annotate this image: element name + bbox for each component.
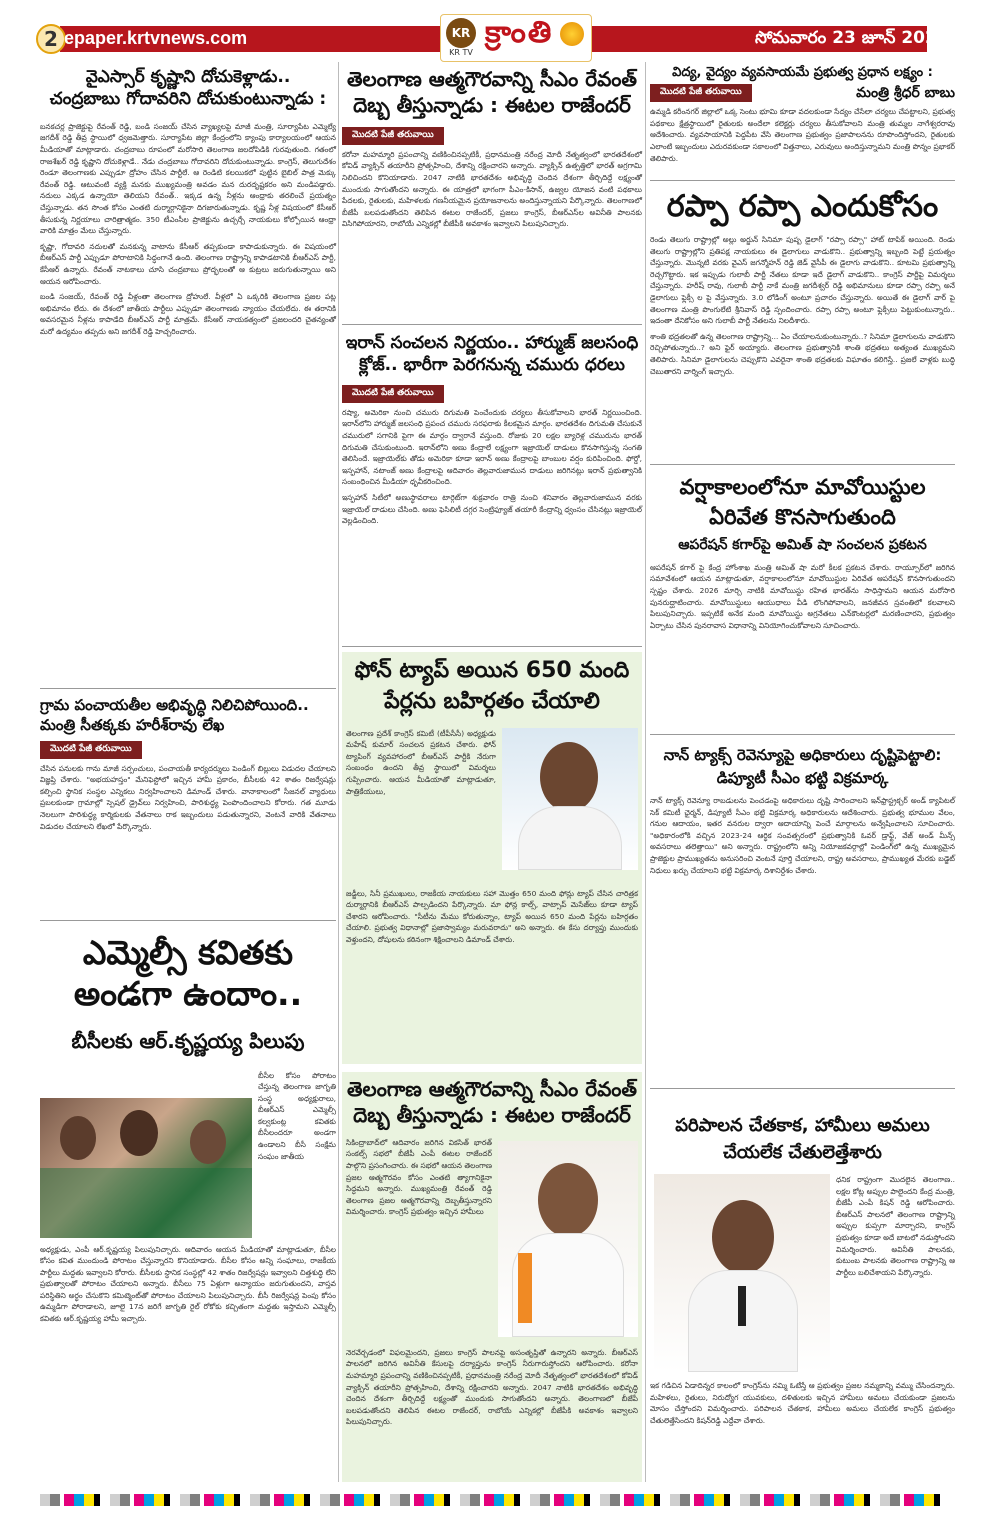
sun-icon [560, 22, 584, 46]
story-body-side: ధనిక రాష్ట్రంగా మొదలైన తెలంగాణ.. లక్షల కోట్ల అప్పుల పాలైందని కేంద్ర మంత్రి, బీజేపీ ఎంపీ కిషన్ రెడ్డి ఆరోపించారు. బీఆర్ఎస్ పాలనలో తెలంగాణ రాష్ట్రాన్ని అప్పుల కుప్పగా మార్చారని, కాంగ్రెస్ ప్రభుత్వం కూడా అదే బాటలో నడుస్తోందని విమర్శించారు. అవినీతి పాలనకు, కుటుంబ పాలనకు తెలంగాణ రాష్ట్రాన్ని ఆ పార్టీలు బలిచేశాయని పేర్కొన్నారు. [836, 1175, 955, 1277]
story-body: నెరవేర్చడంలో విఫలమైందని, ప్రజలు కాంగ్రెస్ పాలనపై అసంతృప్తితో ఉన్నారని అన్నారు. బీఆర్ఎస్ పాలనలో జరిగిన అవినీతి కేసులపై దర్యాప్తును కాంగ్రెస్ నీరుగారుస్తోందని ఆరోపించారు. కరోనా మహమ్మారి ప్రపంచాన్ని వణికించినప్పటికీ, ప్రధానమంత్రి నరేంద్ర మోదీ నేతృత్వంలో భారతదేశంలో కోవిడ్ వ్యాక్సిన్ తయారీని ప్రోత్సహించి, దేశాన్ని రక్షించారని అన్నారు. 2047 నాటికి భారతదేశం అభివృద్ధి చెందిన దేశంగా తీర్చిదిద్దే లక్ష్యంతో ముందుకు సాగుతోందని అన్నారు. తెలంగాణలో బీజేపీ బలపడుతోందని తెలిపిన ఈటల రాజేందర్, రాబోయే ఎన్నికల్లో బీజేపీకి అవకాశం ఇవ్వాలని పిలుపునిచ్చారు. [346, 1347, 638, 1427]
headline: గ్రామ పంచాయతీల అభివృద్ధి నిలిచిపోయింది.. [40, 696, 309, 714]
mahesh-kumar-photo [502, 728, 638, 870]
story-kishan-reddy [650, 1112, 955, 1426]
story-etela-1 [342, 62, 642, 230]
story-body: శాంతి భద్రతలతో ఉన్న తెలంగాణ రాష్ట్రాన్ని... ఏం చేయాలనుకుంటున్నారు..? సినిమా డైలాగులను వాడుకొని రెచ్చిపోతున్నారు..? అని ఫైర్ అయ్యారు. తెలంగాణ ప్రభుత్వానికి శాంతి భద్రతలు అత్యంత ముఖ్యమని తెలిపారు. సినిమా డైలాగులను చెప్పుకొని ఎవరైనా శాంతి భద్రతలకు విఘాతం కలిగిస్తే.. ప్రజలే వాళ్లకు బుద్ధి చెబుతారని వార్నింగ్ ఇచ్చారు. [650, 331, 955, 376]
headline: వర్షాకాలంలోనూ మావోయిస్టుల ఏరివేత కొనసాగుతుంది [679, 475, 926, 530]
issue-date: సోమవారం 23 జూన్ 2025 [755, 28, 949, 48]
subheadline: ఆపరేషన్ కగార్‌పై అమిత్ షా సంచలన ప్రకటన [678, 536, 927, 553]
divider [40, 920, 336, 921]
story-body-side: సికింద్రాబాద్‌లో ఆదివారం జరిగిన వికసిత్ భారత్ సంకల్ప్ సభలో బీజేపీ ఎంపీ ఈటల రాజేందర్ పాల్గొని ప్రసంగించారు. ఈ సభలో ఆయన తెలంగాణ ప్రజల ఆత్మగౌరవం కోసం ఎంతటి త్యాగానికైనా సిద్ధమని అన్నారు. ముఖ్యమంత్రి రేవంత్ రెడ్డి తెలంగాణ ప్రజల ఆత్మగౌరవాన్ని దెబ్బతీస్తున్నారని విమర్శించారు. కాంగ్రెస్ ప్రభుత్వం ఇచ్చిన హామీలు [346, 1137, 492, 1217]
story-sridhar-babu [650, 62, 955, 164]
divider [650, 180, 955, 181]
story-ysr-krishna [40, 62, 336, 338]
story-body: నాన్ ట్యాక్స్ రెవెన్యూ రాబడులను పెంచడంపై అధికారులు దృష్టి సారించాలని ఇన్‌ఫ్రాస్ట్రక్చర్ అండ్ క్యాపిటల్ సెక్ కమిటీ ఛైర్మన్, డిప్యూటీ సీఎం భట్టి విక్రమార్క అధికారులను ఆదేశించారు. ప్రభుత్వ భూముల వేలం, గనుల ఆదాయం, ఇతర వనరుల ద్వారా ఆదాయాన్ని పెంచే మార్గాలను అన్వేషించాలని సూచించారు. "అధికారంలోకి వచ్చిన 2023-24 ఆర్థిక సంవత్సరంలో ప్రభుత్వానికి ఓవర్ డ్రాఫ్ట్, వేజ్ అండ్ మీన్స్ అవసరాలు తలెత్తాయి" అని అన్నారు. రాష్ట్రంలోని అన్ని నియోజకవర్గాల్లో పెండింగ్‌లో ఉన్న ముఖ్యమైన ప్రాజెక్టుల ప్రాముఖ్యతను అనుసరించి వెంటనే పూర్తి చేయాలని, రాష్ట్ర అవసరాలు, ప్రాముఖ్యత మేరకు బడ్జెట్ నిధులు ఖర్చు చేయాలని భట్టి విక్రమార్క దిశానిర్దేశం చేశారు. [650, 796, 955, 875]
headline-sub: మంత్రి శ్రీధర్ బాబు [856, 85, 955, 102]
divider [650, 734, 955, 735]
story-rappa [650, 186, 955, 377]
microphone-icon [738, 1286, 746, 1326]
continued-tag: మొదటి పేజీ తరువాయి [650, 84, 752, 102]
person-silhouette [60, 1116, 96, 1160]
divider [342, 646, 642, 647]
story-kavitha [40, 932, 336, 1325]
divider [40, 688, 336, 689]
headline: ఇరాన్ సంచలన నిర్ణయం.. హార్ముజ్ జలసంధి క్లోజ్.. భారీగా పెరగనున్న చమురు ధరలు [345, 333, 639, 376]
headline-sub: మంత్రి సీతక్కకు హరీశ్‌రావు లేఖ [40, 715, 225, 734]
story-etela-2 [342, 1072, 642, 1482]
kishan-reddy-photo [654, 1174, 830, 1372]
person-silhouette [538, 1163, 598, 1237]
etela-photo [498, 1141, 638, 1337]
story-maoists [650, 472, 955, 631]
divider [342, 324, 642, 325]
person-silhouette [120, 1110, 158, 1156]
story-body: కరోనా మహమ్మారి ప్రపంచాన్ని వణికించినప్పటికీ, ప్రధానమంత్రి నరేంద్ర మోదీ నేతృత్వంలో భారతదేశంలో కోవిడ్ వ్యాక్సిన్ తయారీని ప్రోత్సహించి, దేశాన్ని రక్షించారని అన్నారు. వ్యాక్సిన్ ఉత్పత్తిలో భారత్ అగ్రగామి నిలిచిందని కొనియాడారు. 2047 నాటికి భారతదేశం అభివృద్ధి చెందిన దేశంగా తీర్చిదిద్దే లక్ష్యంతో ముందుకు సాగుతోందని అన్నారు. ఈ యాత్రలో భాగంగా పీఎం-కిసాన్, ఉజ్వల యోజన వంటి పథకాలు పేదలకు, రైతులకు, మహిళలకు గణనీయమైన ప్రయోజనాలను అందిస్తున్నాయని పేర్కొన్నారు. తెలంగాణలో బీజేపీ బలపడుతోందని తెలిపిన ఈటల రాజేందర్, ప్రజలు కాంగ్రెస్, బీఆర్ఎస్‌ల అవినీతి పాలనకు విసిగిపోయారని, రాబోయే ఎన్నికల్లో బీజేపీకి అవకాశం ఇవ్వాలని పిలుపునిచ్చారు. [342, 149, 642, 229]
headline: విద్య, వైద్యం వ్యవసాయమే ప్రభుత్వ ప్రధాన లక్ష్యం : [672, 65, 933, 80]
headline: పరిపాలన చేతకాక, హామీలు అమలు చేయలేక చేతులెత్తేశారు [675, 1115, 930, 1163]
headline: నాన్ ట్యాక్స్ రెవెన్యూపై అధికారులు దృష్టిపెట్టాలి: డిప్యూటీ సీఎం భట్టి విక్రమార్క [663, 746, 942, 787]
story-body: చేసిన పనులకు గాను మాజీ సర్పంచులు, పంచాయతీ కార్యదర్శులు పెండింగ్ బిల్లులు విడుదల చేయాలని విజ్ఞప్తి చేశారు. "అభయహస్తం" మేనిఫెస్టోలో ఇచ్చిన హామీ ప్రకారం, బీసీలకు 42 శాతం రిజర్వేషన్లు కల్పించి స్థానిక సంస్థల ఎన్నికలు నిర్వహించాలని డిమాండ్ చేశారు. వానాకాలంలో సీజనల్ వ్యాధులు ప్రబలకుండా గ్రామాల్లో స్పెషల్ డ్రైవ్‌లు నిర్వహించి, పారిశుద్ధ్య పెంపొందించాలని కోరారు. గత మూడు నెలలుగా పారిశుద్ధ్య కార్మికులకు వేతనాలు రాక ఇబ్బందులు పడుతున్నారని, వెంటనే వారికి వేతనాలు విడుదల చేయాలని లేఖలో పేర్కొన్నారు. [40, 763, 336, 831]
story-body: కృష్ణా, గోదావరి నదులతో మనకున్న వాటాను కేసీఆర్ తప్పకుండా కాపాడుకున్నారు. ఈ విషయంలో బీఆర్ఎస్ పార్టీ ఎప్పుడూ పోరాటానికి సిద్ధంగానే ఉంది. తెలంగాణ రాష్ట్రాన్ని కాపాడటానికి బీఆర్ఎస్ పార్టీ, కేసీఆర్ ఉన్నారు. రేవంత్ నాటకాలు చూసి చంద్రబాబు ప్రోద్భలంతో ఆ కుట్రలు జరుగుతున్నాయి అని ఆయన ఆరోపించారు. [40, 241, 336, 286]
continued-tag: మొదటి పేజీ తరువాయి [40, 741, 142, 759]
headline: ఎమ్మెల్సీ కవితకు అండగా ఉందాం.. [73, 933, 303, 1014]
story-body: రష్యా, అమెరికా నుంచి చమురు దిగుమతి పెంచేందుకు చర్యలు తీసుకోవాలని భారత్ నిర్ణయించింది. ఇరాన్‌లోని హార్ముజ్ జలసంధి ప్రపంచ చమురు సరఫరాకు కీలకమైన మార్గం. భారతదేశం దిగుమతి చేసుకునే చమురులో సగానికి పైగా ఈ మార్గం ద్వారానే వస్తుంది. రోజుకు 20 లక్షల బ్యారెళ్ల చమురును భారత్ దిగుమతి చేసుకుంటుంది. ఇరాన్‌లోని అణు కేంద్రాలే లక్ష్యంగా ఇజ్రాయెల్ దాడులు కొనసాగిస్తున్న సంగతి తెలిసిందే. ఇజ్రాయెల్‌కు తోడు అమెరికా కూడా ఇరాన్ అణు కేంద్రాలపై బాంబుల వర్షం కురిపించింది. ఫోర్డో, ఇస్ఫహాన్, నటాంజ్ అణు కేంద్రాలపై ఆదివారం తెల్లవారుజామున దాడులు జరిగినట్లు ఇరాన్ ప్రభుత్వానికి సంబంధించిన మీడియా ధృవీకరించింది. [342, 407, 642, 487]
story-body: ఆపరేషన్ కగార్ పై కేంద్ర హోంశాఖ మంత్రి అమిత్ షా మరో కీలక ప్రకటన చేశారు. రాయ్పూర్‌లో జరిగిన సమావేశంలో ఆయన మాట్లాడుతూ, వర్షాకాలంలోనూ మావోయిస్టుల ఏరివేత ఆపరేషన్ కొనసాగుతుందని స్పష్టం చేశారు. 2026 మార్చి నాటికి మావోయిస్టు రహిత భారత్‌ను సాధిస్తామని ఆయన మరోసారి పునరుద్ఘాటించారు. మావోయిస్టులు ఆయుధాలు వీడి లొంగిపోవాలని, జనజీవన స్రవంతిలో కలవాలని పిలుపునిచ్చారు. ఇప్పటికే అనేక మంది మావోయిస్టు అగ్రనేతలు ఎన్‌కౌంటర్లలో మరణించారని, ప్రభుత్వం ఏర్పాటు చేసిన పునరావాస విధానాన్ని వినియోగించుకోవాలని సూచించారు. [650, 562, 955, 630]
site-url[interactable]: epaper.krtvnews.com [64, 28, 248, 48]
continued-tag: మొదటి పేజీ తరువాయి [342, 127, 444, 145]
divider [650, 464, 955, 465]
color-calibration-strip [40, 1494, 950, 1506]
story-body: బనకచర్ల ప్రాజెక్టుపై రేవంత్ రెడ్డి, బండి సంజయ్ చేసిన వ్యాఖ్యలపై మాజీ మంత్రి, సూర్యాపేట ఎమ్మెల్యే జగదీశ్ రెడ్డి తీవ్ర స్థాయిలో ధ్వజమెత్తారు. సూర్యాపేట జిల్లా కేంద్రంలోని క్యాంపు కార్యాలయంలో ఆయన మీడియాతో మాట్లాడారు. చంద్రబాబు రూపంలో మరోసారి తెలంగాణ జలదోపిడికి గురవుతుంది. గతంలో రాజశేఖర్ రెడ్డి కృష్ణాని దోచుకెళ్లాడే.. నేడు చంద్రబాబు గోదావరిని దోచుకుంటున్నాడు. కాంగ్రెస్, తెలుగుదేశం రెండూ తెలంగాణకు ఎప్పుడూ ద్రోహం చేసిన పార్టీలే. ఆ రెండిటి కలయికలో పుట్టిన బైబిల్ పాత్ర మెక్కు రేవంత్ రెడ్డి. ఆటువంటి వ్యక్తి మనకు ముఖ్యమంత్రి అవడం మన దురదృష్టకరం అని మండిపడ్డారు. నదులు ఎక్కడ ఉన్నాయో తెలియని రేవంత్.. ఇక్కడ ఉన్న నీళ్లను ఆంధ్రాకు తరలించే ప్రయత్నం చేస్తున్నాడు. తన సొంత కోసం ఎంతటి దుర్మార్గానికైనా దిగజారుతున్నాడు. కృష్ణ నీళ్ల విషయంలో కేసీఆర్ తీసుకున్న నిర్ణయాలు చారిత్రాత్మకం. 350 టీఎంసీల ప్రాజెక్టును ఉచ్చర్చే నాయకులు కోల్పోయిన ఆంధ్రా వారికి మాత్రం మేలు చేస్తున్నారు. [40, 121, 336, 236]
story-body-side: తెలంగాణ ప్రదేశ్ కాంగ్రెస్ కమిటీ (టీపీసీసీ) అధ్యక్షుడు మహేష్ కుమార్ సంచలన ప్రకటన చేశారు. ఫోన్ ట్యాపింగ్ వ్యవహారంలో బీఆర్ఎస్ పార్టీకి నేరుగా సంబంధం ఉందని తీవ్ర స్థాయిలో విమర్శలు గుప్పించారు. ఆయన మీడియాతో మాట్లాడుతూ, పాత్రికేయులు, [346, 728, 496, 796]
headline: రప్పా రప్పా ఎందుకోసం [666, 189, 939, 224]
story-body: ఇక గడిచిన ఏడాదిన్నర కాలంలో కాంగ్రెస్‌ను నమ్మి ఓటేస్తే ఆ ప్రభుత్వం ప్రజల నమ్మకాన్ని వమ్ము చేసిందన్నారు. మహిళలు, రైతులు, నిరుద్యోగ యువకులు, దళితులకు ఇచ్చిన హామీలు అమలు చేయకుండా ప్రజలను మోసం చేస్తోందని విమర్శించారు. పరిపాలన చేతకాక, హామీలు అమలు చేయలేక కాంగ్రెస్ ప్రభుత్వం చేతులెత్తేసిందని కిషన్‌రెడ్డి ఎద్దేవా చేశారు. [650, 1381, 955, 1425]
headline-sub: చంద్రబాబు గోదావరిని దోచుకుంటున్నాడు : [49, 89, 327, 110]
story-body: బండి సంజయ్, రేవంత్ రెడ్డి వీళ్లంతా తెలంగాణ ద్రోహులే. వీళ్లలో ఏ ఒక్కరికి తెలంగాణ ప్రజల పట్ల అభిమానం లేదు. ఈ దేశంలో జాతీయ పార్టీలు ఎప్పుడూ తెలంగాణకు న్యాయం చేయలేదు. ఈ తరానికి అవసరమైన నీళ్లను కాపాడేది బీఆర్ఎస్ పార్టీ మాత్రమే. కేసీఆర్ నాయకత్వంలో ప్రజలందరి చైతన్యంతో మరో ఉద్యమం తప్పదు అని జగదీశ్ రెడ్డి హెచ్చరించారు. [40, 292, 336, 336]
person-silhouette [190, 1120, 226, 1164]
headline: ఫోన్ ట్యాప్ అయిన 650 మంది పేర్లను బహిర్గతం చేయాలి [354, 658, 630, 714]
story-bhatti [650, 744, 955, 876]
story-gram-panchayat [40, 696, 336, 832]
story-body: ఇస్ఫహాన్ సిటీలో అణుస్థావరాలు టార్గెట్‌గా శుక్రవారం రాత్రి నుంచి శనివారం తెల్లవారుజామున వరకు ఇజ్రాయెల్ దాడులు చేసింది. అణు ఫెసిలిటీ దగ్గర సెంట్రిఫ్యూజ్ తయారీ కేంద్రాన్ని ధ్వంసం చేసినట్లు ఇజ్రాయెల్ వెల్లడించింది. [342, 493, 642, 526]
story-body: అధ్యక్షుడు, ఎంపీ ఆర్.కృష్ణయ్య పిలుపునిచ్చారు. ఆదివారం ఆయన మీడియాతో మాట్లాడుతూ, బీసీల కోసం కవిత ముందుండి పోరాటం చేస్తున్నారని కొనియాడారు. బీసీల కోసం అన్ని సంఘాలు, రాజకీయ పార్టీలు మద్దతు ఇవ్వాలని కోరారు. బీసీలకు స్థానిక సంస్థల్లో 42 శాతం రిజర్వేషన్లు ఇవ్వాలని చిత్తశుద్ధి లేని ప్రభుత్వాలతో పోరాటం చేయాలని అన్నారు. బీసీలు 75 ఏళ్లుగా అన్యాయం జరుగుతుందని, వాస్తవ పరిస్థితిని అర్థం చేసుకొని కమిట్మెంట్‌తో పోరాటం చేయాలని పిలుపునిచ్చారు. బీసీ రిజర్వేషన్ల పెంపు కోసం ఉమ్మడిగా పోరాడాలని, జూలై 17న జరిగే జాగృతి రైల్ రోకోకు కచ్చితంగా మద్దతు ఇస్తామని ఎమ్మెల్సీ కవితకు ఆర్.కృష్ణయ్య హామీ ఇచ్చారు. [40, 1244, 336, 1324]
kr-tv-label: KR TV [449, 48, 473, 57]
story-iran [342, 332, 642, 527]
story-body: రెండు తెలుగు రాష్ట్రాల్లో అల్లు అర్జున్ సినిమా పుష్ప డైలాగ్ "రప్పా రప్పా" హాట్ టాపిక్ అయింది. రెండు తెలుగు రాష్ట్రాల్లోని ప్రతిపక్ష నాయకులు ఈ డైలాగులు వాడుకొని.. ప్రభుత్వాన్ని ఇబ్బంది పెట్టే ప్రయత్నం చేస్తున్నారు. మొన్నటి వరకు వైఎస్ జగన్మోహన్ రెడ్డి జెడ్ వైసీపీ ఈ డైలాగు వాడుకొని.. కూటమి ప్రభుత్వాన్ని రెచ్చగొట్టారు. ఇక ఇప్పుడు గులాబీ పార్టీ నేతలు కూడా ఇదే డైలాగ్ వాడుకొని.. కాంగ్రెస్ పార్టీపై విమర్శలు చేస్తున్నారు. హరీష్ రావు, గులాబీ పార్టీ నాకే మంత్రి జగదీశ్వర్ రెడ్డి అభిమానులు కూడా రప్పా రప్పా అనే డైలాగులు ఫ్లెక్సీ ల పై వేస్తున్నారు. 3.0 లోడింగ్ అంటూ ప్రచారం చేస్తున్నారు. అయితే ఈ డైలాగ్ వార్ పై తెలంగాణ మంత్రి పొంగులేటి శ్రీనివాస్ రెడ్డి స్పందించారు. రప్పా రప్పా అంటూ ఫ్లెక్సీలు పెట్టుకుంటున్నారు.. ఇదంతా దేనికోసం అని గులాబీ పార్టీ నేతలను నిలదీశారు. [650, 235, 955, 326]
headline: తెలంగాణ ఆత్మగౌరవాన్ని సీఎం రేవంత్ దెబ్బ తీస్తున్నాడు : ఈటల రాజేందర్ [347, 1077, 637, 1128]
story-body: జడ్జీలు, సినీ ప్రముఖులు, రాజకీయ నాయకులు సహా మొత్తం 650 మంది ఫోన్లు ట్యాప్ చేసిన చారిత్రక దుర్మార్గానికి బీఆర్ఎస్ పాల్పడిందని పేర్కొన్నారు. మా ఫోన్ల కాల్స్, వాట్సాప్ మెసేజ్‌లు కూడా ట్యాప్ చేశారని ఆరోపించారు. "సీటీను మేము కోరుతున్నాం, ట్యాప్ అయిన 650 మంది పేర్లను బహిర్గతం చేయాలి. ప్రభుత్వ విధానాల్లో ప్రజాస్వామ్యం మరువరాదు" అని అన్నారు. ఈ కేసు దర్యాప్తు ముందుకు వెళ్తుందని, దోషులను కఠినంగా శిక్షించాలని డిమాండ్ చేశారు. [346, 888, 638, 944]
kavitha-photo [40, 1098, 252, 1238]
person-silhouette [540, 742, 598, 812]
continued-tag: మొదటి పేజీ తరువాయి [342, 385, 444, 403]
story-body: ఉమ్మడి కరీంనగర్ జిల్లాలో ఒక్క సెంటు భూమి కూడా వదలకుండా సేద్యం చేసేలా చర్యలు చేపట్టాలని, ప్రభుత్వ పథకాలు క్షేత్రస్థాయిలో రైతులకు అందేలా కలెక్టర్లు చర్యలు తీసుకోవాలని మంత్రి తుమ్మల నాగేశ్వరరావు ఆదేశించారు. వ్యవసాయానికి పెద్దపీట వేసి తెలంగాణ ప్రభుత్వం ప్రజాపాలనను రూపొందిస్తోందని, రైతులకు ఎలాంటి ఇబ్బందులు ఎదురవకుండా సకాలంలో విత్తనాలు, ఎరువులు అందిస్తున్నామని మంత్రి పొన్నం ప్రభాకర్ తెలిపారు. [650, 107, 955, 163]
headline: తెలంగాణ ఆత్మగౌరవాన్ని సీఎం రేవంత్ దెబ్బ తీస్తున్నాడు : ఈటల రాజేందర్ [347, 67, 637, 118]
subheadline: బీసీలకు ఆర్.కృష్ణయ్య పిలుపు [71, 1028, 305, 1053]
column-divider [645, 62, 646, 1482]
story-body-side: బీసీల కోసం పోరాటం చేస్తున్న తెలంగాణ జాగృతి సంస్థ అధ్యక్షురాలు, బీఆర్ఎస్ ఎమ్మెల్సీ కల్వకుంట్ల కవితకు బీసీలందరూ అండగా ఉండాలని బీసీ సంక్షేమ సంఘం జాతీయ [258, 1070, 336, 1161]
headline: వైఎస్సార్ కృష్ణాని దోచుకెళ్లాడు.. [85, 67, 291, 87]
page-number: 2 [36, 24, 66, 54]
divider [650, 1088, 955, 1089]
person-silhouette [712, 1200, 774, 1274]
kr-logo-icon: KR [446, 18, 476, 48]
story-phone-tap [342, 652, 642, 1064]
brand-name: క్రాంతి [485, 15, 554, 50]
masthead [0, 0, 987, 58]
column-divider [338, 62, 339, 1482]
